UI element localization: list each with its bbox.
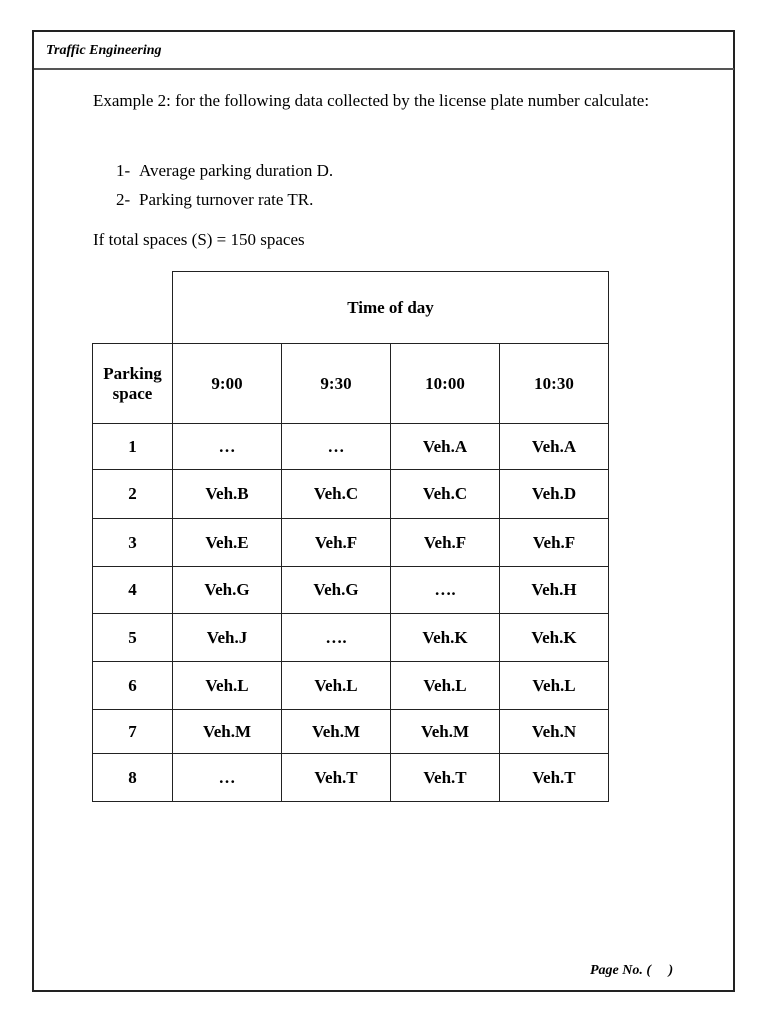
vehicle-cell: ….	[282, 614, 391, 662]
table-row	[93, 519, 609, 567]
vehicle-cell: Veh.T	[500, 754, 609, 802]
vehicle-cell: Veh.L	[500, 662, 609, 710]
vehicle-cell: Veh.A	[500, 424, 609, 470]
vehicle-cell: …	[173, 424, 282, 470]
table-row	[93, 424, 609, 470]
task-text: Average parking duration D.	[139, 161, 334, 180]
time-header-cell: 9:30	[282, 344, 391, 424]
vehicle-cell: Veh.K	[500, 614, 609, 662]
time-of-day-header: Time of day	[173, 272, 609, 344]
space-number-cell: 4	[93, 567, 173, 614]
space-number-cell: 3	[93, 519, 173, 567]
task-list	[116, 156, 333, 214]
vehicle-cell: Veh.F	[282, 519, 391, 567]
space-number-cell: 5	[93, 614, 173, 662]
table-header-row	[93, 344, 609, 424]
parking-space-header-line1: Parking	[103, 363, 162, 383]
vehicle-cell: Veh.A	[391, 424, 500, 470]
parking-table	[92, 271, 609, 802]
vehicle-cell: Veh.M	[173, 710, 282, 754]
space-number-cell: 7	[93, 710, 173, 754]
vehicle-cell: Veh.T	[282, 754, 391, 802]
task-number: 2-	[116, 190, 131, 209]
task-item	[116, 156, 333, 185]
vehicle-cell: Veh.G	[173, 567, 282, 614]
table-row	[93, 567, 609, 614]
page-number-label: Page No. ( )	[590, 963, 674, 978]
vehicle-cell: Veh.M	[391, 710, 500, 754]
vehicle-cell: Veh.L	[173, 662, 282, 710]
table-group-header-row	[93, 272, 609, 344]
time-header-cell: 10:00	[391, 344, 500, 424]
vehicle-cell: Veh.C	[391, 470, 500, 519]
vehicle-cell: Veh.F	[391, 519, 500, 567]
vehicle-cell: Veh.M	[282, 710, 391, 754]
space-number-cell: 1	[93, 424, 173, 470]
vehicle-cell: …	[282, 424, 391, 470]
task-item	[116, 185, 333, 214]
header-title: Traffic Engineering	[46, 43, 162, 58]
task-number: 1-	[116, 161, 131, 180]
header-divider	[34, 68, 734, 70]
example-intro: Example 2: for the following data collected by the license plate number calculate:	[93, 91, 650, 110]
space-number-cell: 8	[93, 754, 173, 802]
vehicle-cell: …	[173, 754, 282, 802]
vehicle-cell: Veh.J	[173, 614, 282, 662]
vehicle-cell: Veh.K	[391, 614, 500, 662]
time-header-cell: 9:00	[173, 344, 282, 424]
condition-statement: If total spaces (S) = 150 spaces	[93, 230, 305, 249]
time-header-cell: 10:30	[500, 344, 609, 424]
table-row	[93, 614, 609, 662]
vehicle-cell: Veh.L	[391, 662, 500, 710]
table-row	[93, 662, 609, 710]
vehicle-cell: Veh.G	[282, 567, 391, 614]
table-row	[93, 470, 609, 519]
space-number-cell: 6	[93, 662, 173, 710]
vehicle-cell: Veh.L	[282, 662, 391, 710]
vehicle-cell: Veh.F	[500, 519, 609, 567]
vehicle-cell: Veh.N	[500, 710, 609, 754]
table-row	[93, 710, 609, 754]
vehicle-cell: Veh.E	[173, 519, 282, 567]
vehicle-cell: Veh.H	[500, 567, 609, 614]
vehicle-cell: ….	[391, 567, 500, 614]
vehicle-cell: Veh.C	[282, 470, 391, 519]
task-text: Parking turnover rate TR.	[139, 190, 314, 209]
space-number-cell: 2	[93, 470, 173, 519]
parking-space-header	[93, 344, 173, 424]
parking-space-header-line2: space	[112, 383, 153, 403]
vehicle-cell: Veh.T	[391, 754, 500, 802]
vehicle-cell: Veh.B	[173, 470, 282, 519]
table-row	[93, 754, 609, 802]
table-corner-cell	[93, 272, 173, 344]
vehicle-cell: Veh.D	[500, 470, 609, 519]
